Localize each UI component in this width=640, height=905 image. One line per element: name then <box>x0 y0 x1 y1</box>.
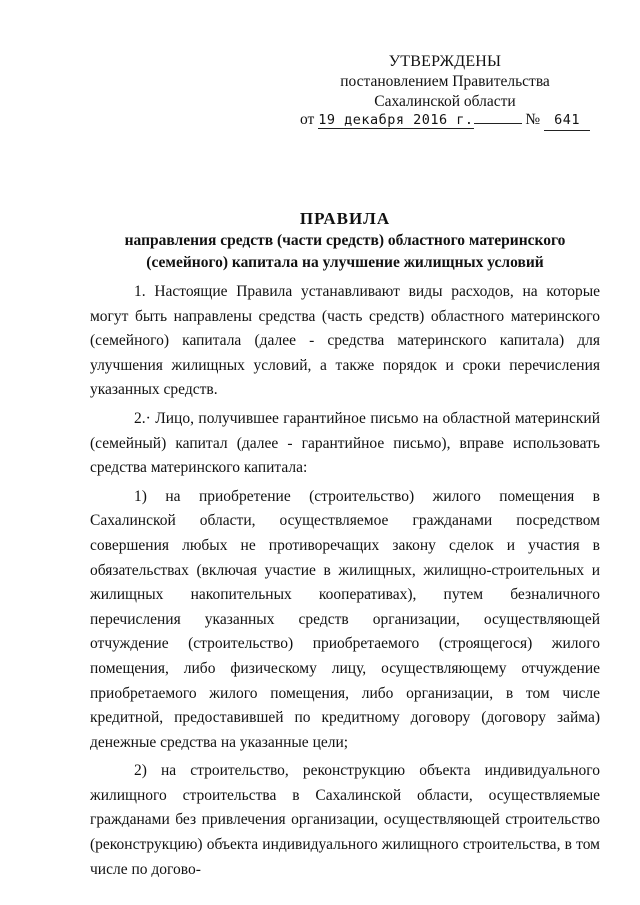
paragraph-1: 1. Настоящие Правила устанавливают виды расходов, на которые могут быть направлены средства (часть средств) областного материнского (семейного) капитала (далее - средства материнского капитала) для улучшения жилищных условий, а также порядок и сроки перечисления указанных средств. <box>90 283 600 399</box>
date-value: 19 декабря 2016 г. <box>318 112 474 128</box>
title-line-2: (семейного) капитала на улучшение жилищных условий <box>146 254 544 271</box>
document-title <box>90 208 600 274</box>
number-value: 641 <box>544 110 590 131</box>
approval-line-2: Сахалинской области <box>374 93 516 110</box>
document-body <box>90 280 600 882</box>
title-main: ПРАВИЛА <box>299 209 391 228</box>
subparagraph-1: 1) на приобретение (строительство) жилого помещения в Сахалинской области, осуществляемое гражданами посредством совершения любых не противоречащих закону сделок и участия в обязательствах (включая участие в жилищных, жилищно-строительных и жилищных накопительных кооперативах), путем безналичного перечисления указанных средств организации, осуществляющей отчуждение (строительство) приобретаемого (строящегося) жилого помещения, либо физическому лицу, осуществляющему отчуждение приобретаемого жилого помещения, либо организации, в том числе кредитной, предоставившей по кредитному договору (договору займа) денежные средства на указанные цели; <box>90 487 600 751</box>
paragraph-2: 2.· Лицо, получившее гарантийное письмо на областной материнский (семейный) капитал (далее - гарантийное письмо), вправе использовать средства материнского капитала: <box>90 409 600 477</box>
approval-line-1: постановлением Правительства <box>340 73 550 90</box>
approval-date-line <box>300 110 600 131</box>
approval-block <box>300 52 590 112</box>
approval-heading: УТВЕРЖДЕНЫ <box>388 53 502 70</box>
title-line-1: направления средств (части средств) областного материнского <box>124 232 566 249</box>
date-prefix: от <box>300 111 315 128</box>
subparagraph-2: 2) на строительство, реконструкцию объекта индивидуального жилищного строительства в Сахалинской области, осуществляемые гражданами без привлечения организации, осуществляющей строительство (реконструкцию) объекта индивидуального жилищного строительства, в том числе по догово- <box>90 762 600 878</box>
number-sign: № <box>525 111 541 128</box>
date-underline <box>474 123 522 124</box>
